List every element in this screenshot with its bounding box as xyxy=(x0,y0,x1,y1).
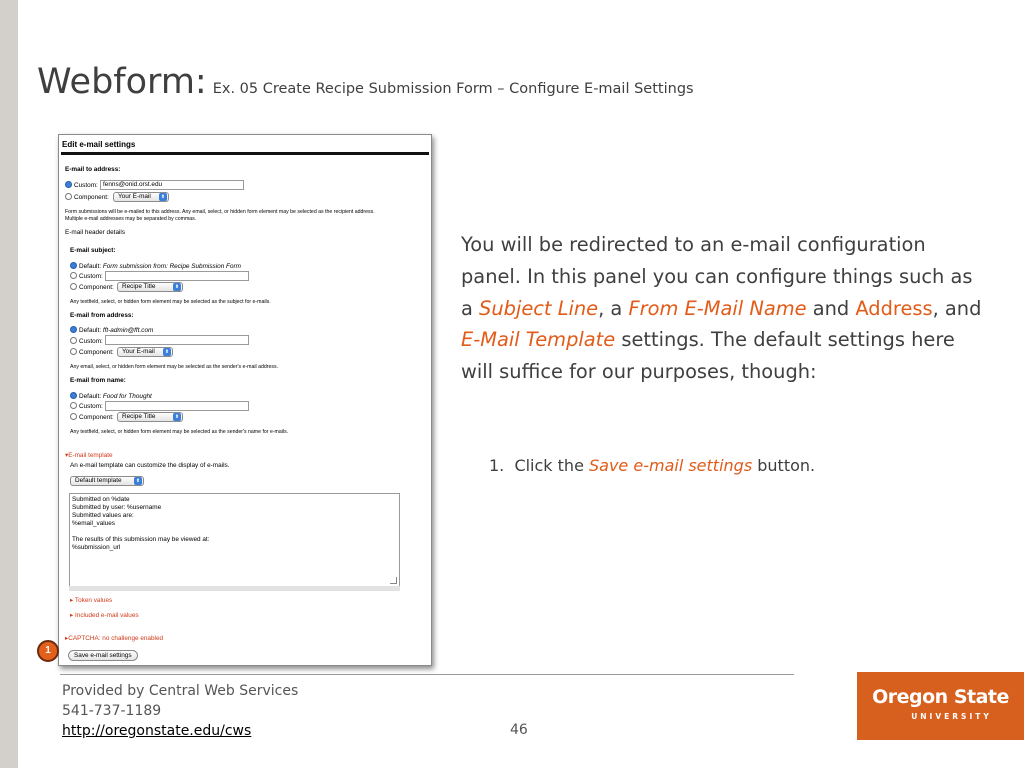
subject-label: E-mail subject: xyxy=(70,247,116,254)
title-subtitle: Ex. 05 Create Recipe Submission Form – Configure E-mail Settings xyxy=(212,81,694,97)
email-template-toggle[interactable]: ▾E-mail template xyxy=(65,452,113,459)
template-line: %submission_url xyxy=(72,544,121,551)
subject-custom-option[interactable]: Custom: xyxy=(70,272,103,281)
email-to-custom-option[interactable]: Custom: xyxy=(65,181,98,190)
instruction-paragraph: You will be redirected to an e-mail configuration panel. In this panel you can configure things such as a Subject Line, a From E-Mail Name and Address, and E-Mail Template settings. The default settings here will suffice for our purposes, though: xyxy=(461,233,982,384)
template-line: The results of this submission may be viewed at: xyxy=(72,536,210,543)
radio-icon[interactable] xyxy=(70,402,77,409)
triangle-right-icon: ▸ xyxy=(65,635,69,642)
from-address-component-select[interactable]: Your E-mail ⬍ xyxy=(117,347,173,357)
template-highlight: E-Mail Template xyxy=(461,328,616,352)
radio-icon[interactable] xyxy=(70,337,77,344)
triangle-right-icon: ▸ xyxy=(70,597,74,604)
template-select[interactable]: Default template ⬍ xyxy=(70,476,144,486)
select-arrows-icon: ⬍ xyxy=(135,478,141,484)
header-rule xyxy=(61,152,429,155)
email-to-help-2: Multiple e-mail addresses may be separated by commas. xyxy=(65,216,197,222)
from-name-default-option[interactable]: Default: Food for Thought xyxy=(70,392,152,401)
from-name-highlight: From E-Mail Name xyxy=(628,296,807,320)
radio-selected-icon[interactable] xyxy=(70,326,77,333)
radio-selected-icon[interactable] xyxy=(65,181,72,188)
select-arrows-icon: ⬍ xyxy=(160,194,166,200)
from-address-component-option[interactable]: Component: xyxy=(70,348,114,357)
page-number: 46 xyxy=(510,722,528,738)
included-values-toggle[interactable]: ▸ Included e-mail values xyxy=(70,612,139,619)
template-line: Submitted values are: xyxy=(72,512,134,519)
template-description: An e-mail template can customize the display of e-mails. xyxy=(70,462,230,469)
save-settings-highlight: Save e-mail settings xyxy=(589,456,753,475)
step-callout-badge: 1 xyxy=(37,640,59,662)
triangle-right-icon: ▸ xyxy=(70,612,74,619)
resize-grip-icon[interactable] xyxy=(390,577,397,584)
address-highlight: Address xyxy=(855,296,933,320)
subject-help: Any textfield, select, or hidden form element may be selected as the subject for e-mails. xyxy=(70,299,271,305)
email-to-component-select[interactable]: Your E-mail ⬍ xyxy=(113,192,169,202)
footer-phone: 541-737-1189 xyxy=(62,703,162,719)
textarea-resize-bar[interactable] xyxy=(69,586,400,591)
template-line: %email_values xyxy=(72,520,115,527)
from-name-custom-input[interactable] xyxy=(105,401,249,411)
template-textarea[interactable] xyxy=(69,493,400,587)
radio-icon[interactable] xyxy=(65,193,72,200)
footer-divider xyxy=(60,674,794,675)
select-arrows-icon: ⬍ xyxy=(174,414,180,420)
email-to-component-option[interactable]: Component: xyxy=(65,193,109,202)
from-name-component-option[interactable]: Component: xyxy=(70,413,114,422)
from-address-custom-option[interactable]: Custom: xyxy=(70,337,103,346)
from-address-help: Any email, select, or hidden form element may be selected as the sender's e-mail address. xyxy=(70,364,279,370)
radio-icon[interactable] xyxy=(70,413,77,420)
radio-selected-icon[interactable] xyxy=(70,262,77,269)
footer xyxy=(62,681,298,741)
subject-line-highlight: Subject Line xyxy=(479,296,599,320)
radio-icon[interactable] xyxy=(70,348,77,355)
subject-default-option[interactable]: Default: Form submission from: Recipe Submission Form xyxy=(70,262,241,271)
email-to-custom-input[interactable]: fenns@onid.orst.edu xyxy=(100,180,244,190)
save-email-settings-button[interactable]: Save e-mail settings xyxy=(68,650,138,661)
subject-custom-input[interactable] xyxy=(105,271,249,281)
select-arrows-icon: ⬍ xyxy=(174,284,180,290)
step-1: 1. Click the Save e-mail settings button. xyxy=(489,456,816,475)
email-settings-screenshot xyxy=(58,134,432,666)
email-to-label: E-mail to address: xyxy=(65,166,121,173)
logo-line-2: UNIVERSITY xyxy=(911,712,992,721)
triangle-down-icon: ▾ xyxy=(65,452,69,459)
header-details-label: E-mail header details xyxy=(65,229,126,236)
title-main: Webform: xyxy=(37,62,207,102)
footer-link[interactable]: http://oregonstate.edu/cws xyxy=(62,723,252,739)
footer-provider: Provided by Central Web Services xyxy=(62,683,299,699)
logo-line-1: Oregon State xyxy=(872,686,1009,708)
token-values-toggle[interactable]: ▸ Token values xyxy=(70,597,113,604)
radio-selected-icon[interactable] xyxy=(70,392,77,399)
captcha-toggle[interactable]: ▸CAPTCHA: no challenge enabled xyxy=(65,635,164,642)
template-line: Submitted by user: %username xyxy=(72,504,162,511)
from-address-label: E-mail from address: xyxy=(70,312,134,319)
from-name-label: E-mail from name: xyxy=(70,377,126,384)
template-line: Submitted on %date xyxy=(72,496,130,503)
panel-header: Edit e-mail settings xyxy=(62,140,136,149)
from-name-component-select[interactable]: Recipe Title ⬍ xyxy=(117,412,183,422)
select-arrows-icon: ⬍ xyxy=(164,349,170,355)
radio-icon[interactable] xyxy=(70,283,77,290)
left-accent-bar xyxy=(0,0,18,768)
slide-title xyxy=(37,62,694,102)
from-address-default-option[interactable]: Default: fft-admin@fft.com xyxy=(70,326,153,335)
from-name-help: Any textfield, select, or hidden form element may be selected as the sender's name for e-mails. xyxy=(70,429,289,435)
osu-logo xyxy=(857,672,1024,740)
radio-icon[interactable] xyxy=(70,272,77,279)
subject-component-option[interactable]: Component: xyxy=(70,283,114,292)
from-name-custom-option[interactable]: Custom: xyxy=(70,402,103,411)
subject-component-select[interactable]: Recipe Title ⬍ xyxy=(117,282,183,292)
email-to-help-1: Form submissions will be e-mailed to this address. Any email, select, or hidden form element may be selected as the recipient address. xyxy=(65,209,375,215)
from-address-custom-input[interactable] xyxy=(105,335,249,345)
